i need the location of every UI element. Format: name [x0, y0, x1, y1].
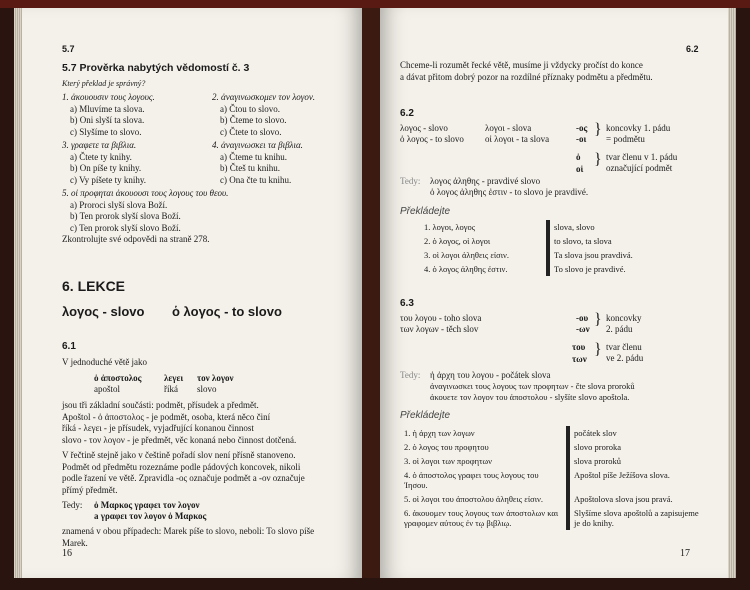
lesson-subtitle-1: λογος - slovo [62, 304, 145, 319]
greek-cell: 1. λογοι, λογος [424, 222, 476, 232]
table-row [400, 492, 710, 506]
czech-cell: slovo proroka [569, 440, 710, 454]
note-62a-line1: koncovky 1. pádu [606, 123, 671, 133]
tedy-example-1: ὁ Μαρκος γραφει τον λογον [94, 500, 200, 510]
czech-cell: počátek slov [569, 426, 710, 440]
left-page [22, 8, 362, 578]
note-62b-line1: tvar členu v 1. pádu [606, 152, 678, 162]
greek-cell: 1. ἡ ἀρχη των λογων [404, 428, 475, 438]
question-3 [62, 140, 202, 186]
r62-plural-article: οἱ λογοι - ta slova [485, 134, 550, 144]
note-63a-line1: koncovky [606, 313, 642, 323]
question-4 [212, 140, 362, 186]
czech-cell: slova proroků [569, 454, 710, 468]
tedy-example-2: a γραφει τον λογον ὁ Μαρκος [94, 511, 207, 521]
paragraph-parts [62, 400, 362, 446]
example-greek-object: τον λογον [197, 373, 234, 383]
note-62a-line2: = podmětu [606, 134, 645, 144]
lesson-title: 6. LEKCE [62, 278, 126, 294]
greek-cell: 3. οἱ λογοι των προφητων [404, 456, 492, 466]
tedy63-line3: ἀκουετε τον λογον του ἀποστολου - slyšíte slovo apoštola. [430, 392, 630, 402]
q1-a: a) Mluvíme ta slova. [70, 103, 145, 114]
q1-b: b) Oni slyší ta slova. [70, 115, 145, 125]
question-1 [62, 92, 202, 138]
table-row [400, 426, 710, 440]
paragraph-word-order-line: přímý předmět. [62, 484, 118, 495]
table-row [420, 234, 700, 248]
czech-cell: Slyšíme slova apoštolů a zapisujeme je do knihy. [569, 506, 710, 530]
book-cover-edge [0, 0, 750, 8]
paragraph-parts-line: jsou tři základní součásti: podmět, přísudek a předmět. [62, 400, 259, 410]
section-6-1: 6.1 [62, 341, 76, 352]
brace-icon: } [594, 121, 602, 138]
czech-cell: slova, slovo [549, 220, 700, 234]
lesson-subtitle-2: ὁ λογος - to slovo [172, 304, 282, 319]
tedy62-line1: λογος ἀληθης - pravdivé slovo [430, 176, 541, 186]
section-6-2: 6.2 [400, 108, 414, 119]
greek-cell: 3. οἱ λογοι ἀληθεις εἰσιν. [424, 250, 510, 260]
q5-b: b) Ten prorok slyší slova Boží. [70, 211, 181, 221]
r63-genitive-singular: του λογου - toho slova [400, 313, 482, 323]
q4-c: c) Ona čte tu knihu. [220, 174, 292, 185]
czech-cell: Apoštolova slova jsou pravá. [569, 492, 710, 506]
paragraph-parts-line: říká - λεγει - je přísudek, vyjadřující konanou činnost [62, 423, 254, 433]
section-title: 5.7 Prověrka nabytých vědomostí č. 3 [62, 62, 250, 74]
tedy-label-right-1: Tedy: [400, 176, 421, 186]
brace-icon: } [594, 151, 602, 168]
page-edge-left [14, 8, 22, 578]
question-heading: Který překlad je správný? [62, 79, 146, 88]
brace-icon: } [594, 311, 602, 328]
greek-cell: 5. οἱ λογοι του ἀποστολου ἀληθεις εἰσιν. [404, 494, 543, 504]
example-greek-verb: λεγει [164, 373, 184, 383]
note-62b-line2: označující podmět [606, 163, 673, 173]
table-row [400, 468, 710, 492]
check-answers-note: Zkontrolujte své odpovědi na straně 278. [62, 234, 210, 244]
q4-a: a) Čteme tu knihu. [220, 151, 287, 162]
table-row [420, 262, 700, 276]
greek-cell: 4. ὁ ἀποστολος γραφει τους λογους του Ἰησου. [404, 470, 539, 490]
paragraph-word-order-line: podle řazení ve větě. Zpravidla -ος označuje podmět a -ον označuje [62, 473, 305, 483]
greek-cell: 6. ἀκουομεν τους λογους των ἀποστολων και γραφομεν αὐτους ἐν τῳ βιβλιῳ. [404, 508, 559, 528]
page-number-right: 17 [680, 548, 690, 559]
table-row [400, 506, 710, 530]
paragraph-meaning [62, 526, 362, 549]
question-5 [62, 188, 352, 234]
q2-c: c) Čtete to slovo. [220, 126, 282, 137]
article-tou: του [572, 342, 586, 352]
section-6-3: 6.3 [400, 298, 414, 309]
running-head-right: 6.2 [686, 44, 699, 54]
q2-a: a) Čtou to slovo. [220, 103, 280, 114]
greek-cell: 2. ὁ λογος, οἱ λογοι [424, 236, 491, 246]
article-oi: οἱ [576, 164, 584, 174]
q1-greek: 1. ἀκουουσιν τους λογους. [62, 92, 155, 102]
question-2 [212, 92, 362, 138]
q5-c: c) Ten prorok slyší slovo Boží. [70, 222, 181, 233]
example-czech-verb: říká [164, 384, 178, 394]
right-page [380, 8, 728, 578]
r62-plural-bare: λογοι - slova [485, 123, 532, 133]
tedy63-line2: ἀναγινωσκει τους λογους των προφητων - čte slova proroků [430, 381, 635, 391]
note-63b-line1: tvar členu [606, 342, 642, 352]
paragraph-meaning-line: Marek. [62, 537, 88, 548]
article-o: ὁ [576, 152, 581, 162]
paragraph-parts-line: Apoštol - ὁ ἀποστολος - je podmět, osoba, která něco činí [62, 411, 271, 422]
greek-cell: 2. ὁ λογος του προφητου [404, 442, 489, 452]
q3-a: a) Čtete ty knihy. [70, 151, 132, 162]
q2-greek: 2. ἀναγινωσκομεν τον λογον. [212, 92, 316, 102]
prekladejte-heading-2: Překládejte [400, 410, 451, 421]
q3-c: c) Vy píšete ty knihy. [70, 174, 146, 185]
note-63a-line2: 2. pádu [606, 324, 633, 334]
intro-paragraph [400, 60, 720, 83]
paragraph-meaning-line: znamená v obou případech: Marek píše to slovo, neboli: To slovo píše [62, 526, 315, 536]
q3-greek: 3. γραφετε τα βιβλια. [62, 140, 137, 150]
czech-cell: to slovo, ta slova [549, 234, 700, 248]
r63-genitive-plural: των λογων - těch slov [400, 324, 479, 334]
p-intro: V jednoduché větě jako [62, 357, 148, 367]
ending-oi: -οι [576, 134, 587, 144]
czech-cell: Ta slova jsou pravdivá. [549, 248, 700, 262]
tedy-label-right-2: Tedy: [400, 370, 421, 380]
book-gutter [362, 8, 380, 578]
example-czech-object: slovo [197, 384, 217, 394]
paragraph-word-order [62, 450, 362, 496]
brace-icon: } [594, 341, 602, 358]
q1-c: c) Slyšíme to slovo. [70, 126, 142, 137]
paragraph-word-order-line: Podmět od předmětu rozeznáme podle pádových koncovek, nikoli [62, 461, 301, 472]
table-row [400, 440, 710, 454]
greek-cell: 4. ὁ λογος ἀληθης ἐστιν. [424, 264, 508, 274]
intro-line: Chceme-li rozumět řecké větě, musíme ji vždycky pročíst do konce [400, 60, 643, 70]
prekladejte-heading-1: Překládejte [400, 206, 451, 217]
translation-table-2 [400, 426, 710, 530]
page-edge-right [728, 8, 736, 578]
q3-b: b) On píše ty knihy. [70, 163, 142, 173]
paragraph-word-order-line: V řečtině stejně jako v češtině pořadí slov není přísně stanoveno. [62, 450, 296, 460]
ending-os: -ος [576, 123, 588, 133]
table-row [420, 220, 700, 234]
article-ton: των [572, 354, 587, 364]
example-greek-subject: ὁ ἀποστολος [94, 373, 142, 383]
q5-a: a) Proroci slyší slova Boží. [70, 199, 168, 210]
note-63b-line2: ve 2. pádu [606, 353, 644, 363]
czech-cell: To slovo je pravdivé. [549, 262, 700, 276]
q4-b: b) Čteš tu knihu. [220, 163, 280, 173]
translation-table-1 [420, 220, 700, 276]
tedy63-line1: ἡ ἀρχη του λογου - počátek slova [430, 370, 551, 380]
running-head-left: 5.7 [62, 44, 75, 54]
table-row [420, 248, 700, 262]
tedy-label-left: Tedy: [62, 500, 83, 510]
paragraph-parts-line: slovo - τον λογον - je předmět, věc konaná nebo činnost dotčená. [62, 434, 297, 445]
q2-b: b) Čteme to slovo. [220, 115, 287, 125]
czech-cell: Apoštol píše Ježíšova slova. [569, 468, 710, 492]
tedy62-line2: ὁ λογος ἀληθης ἐστιν - to slovo je pravdivé. [430, 187, 589, 197]
intro-line: a dávat přitom dobrý pozor na rozdílné příznaky podmětu a předmětu. [400, 71, 653, 82]
ending-on: -ων [576, 324, 590, 334]
table-row [400, 454, 710, 468]
page-number-left: 16 [62, 548, 72, 559]
q4-greek: 4. ἀναγινωσκει τα βιβλια. [212, 140, 303, 150]
q5-greek: 5. οἱ προφηται ἀκουουσι τους λογους του θεου. [62, 188, 229, 198]
example-czech-subject: apoštol [94, 384, 120, 394]
ending-ou: -ου [576, 313, 589, 323]
r62-singular-article: ὁ λογος - to slovo [400, 134, 464, 144]
r62-singular-bare: λογος - slovo [400, 123, 448, 133]
